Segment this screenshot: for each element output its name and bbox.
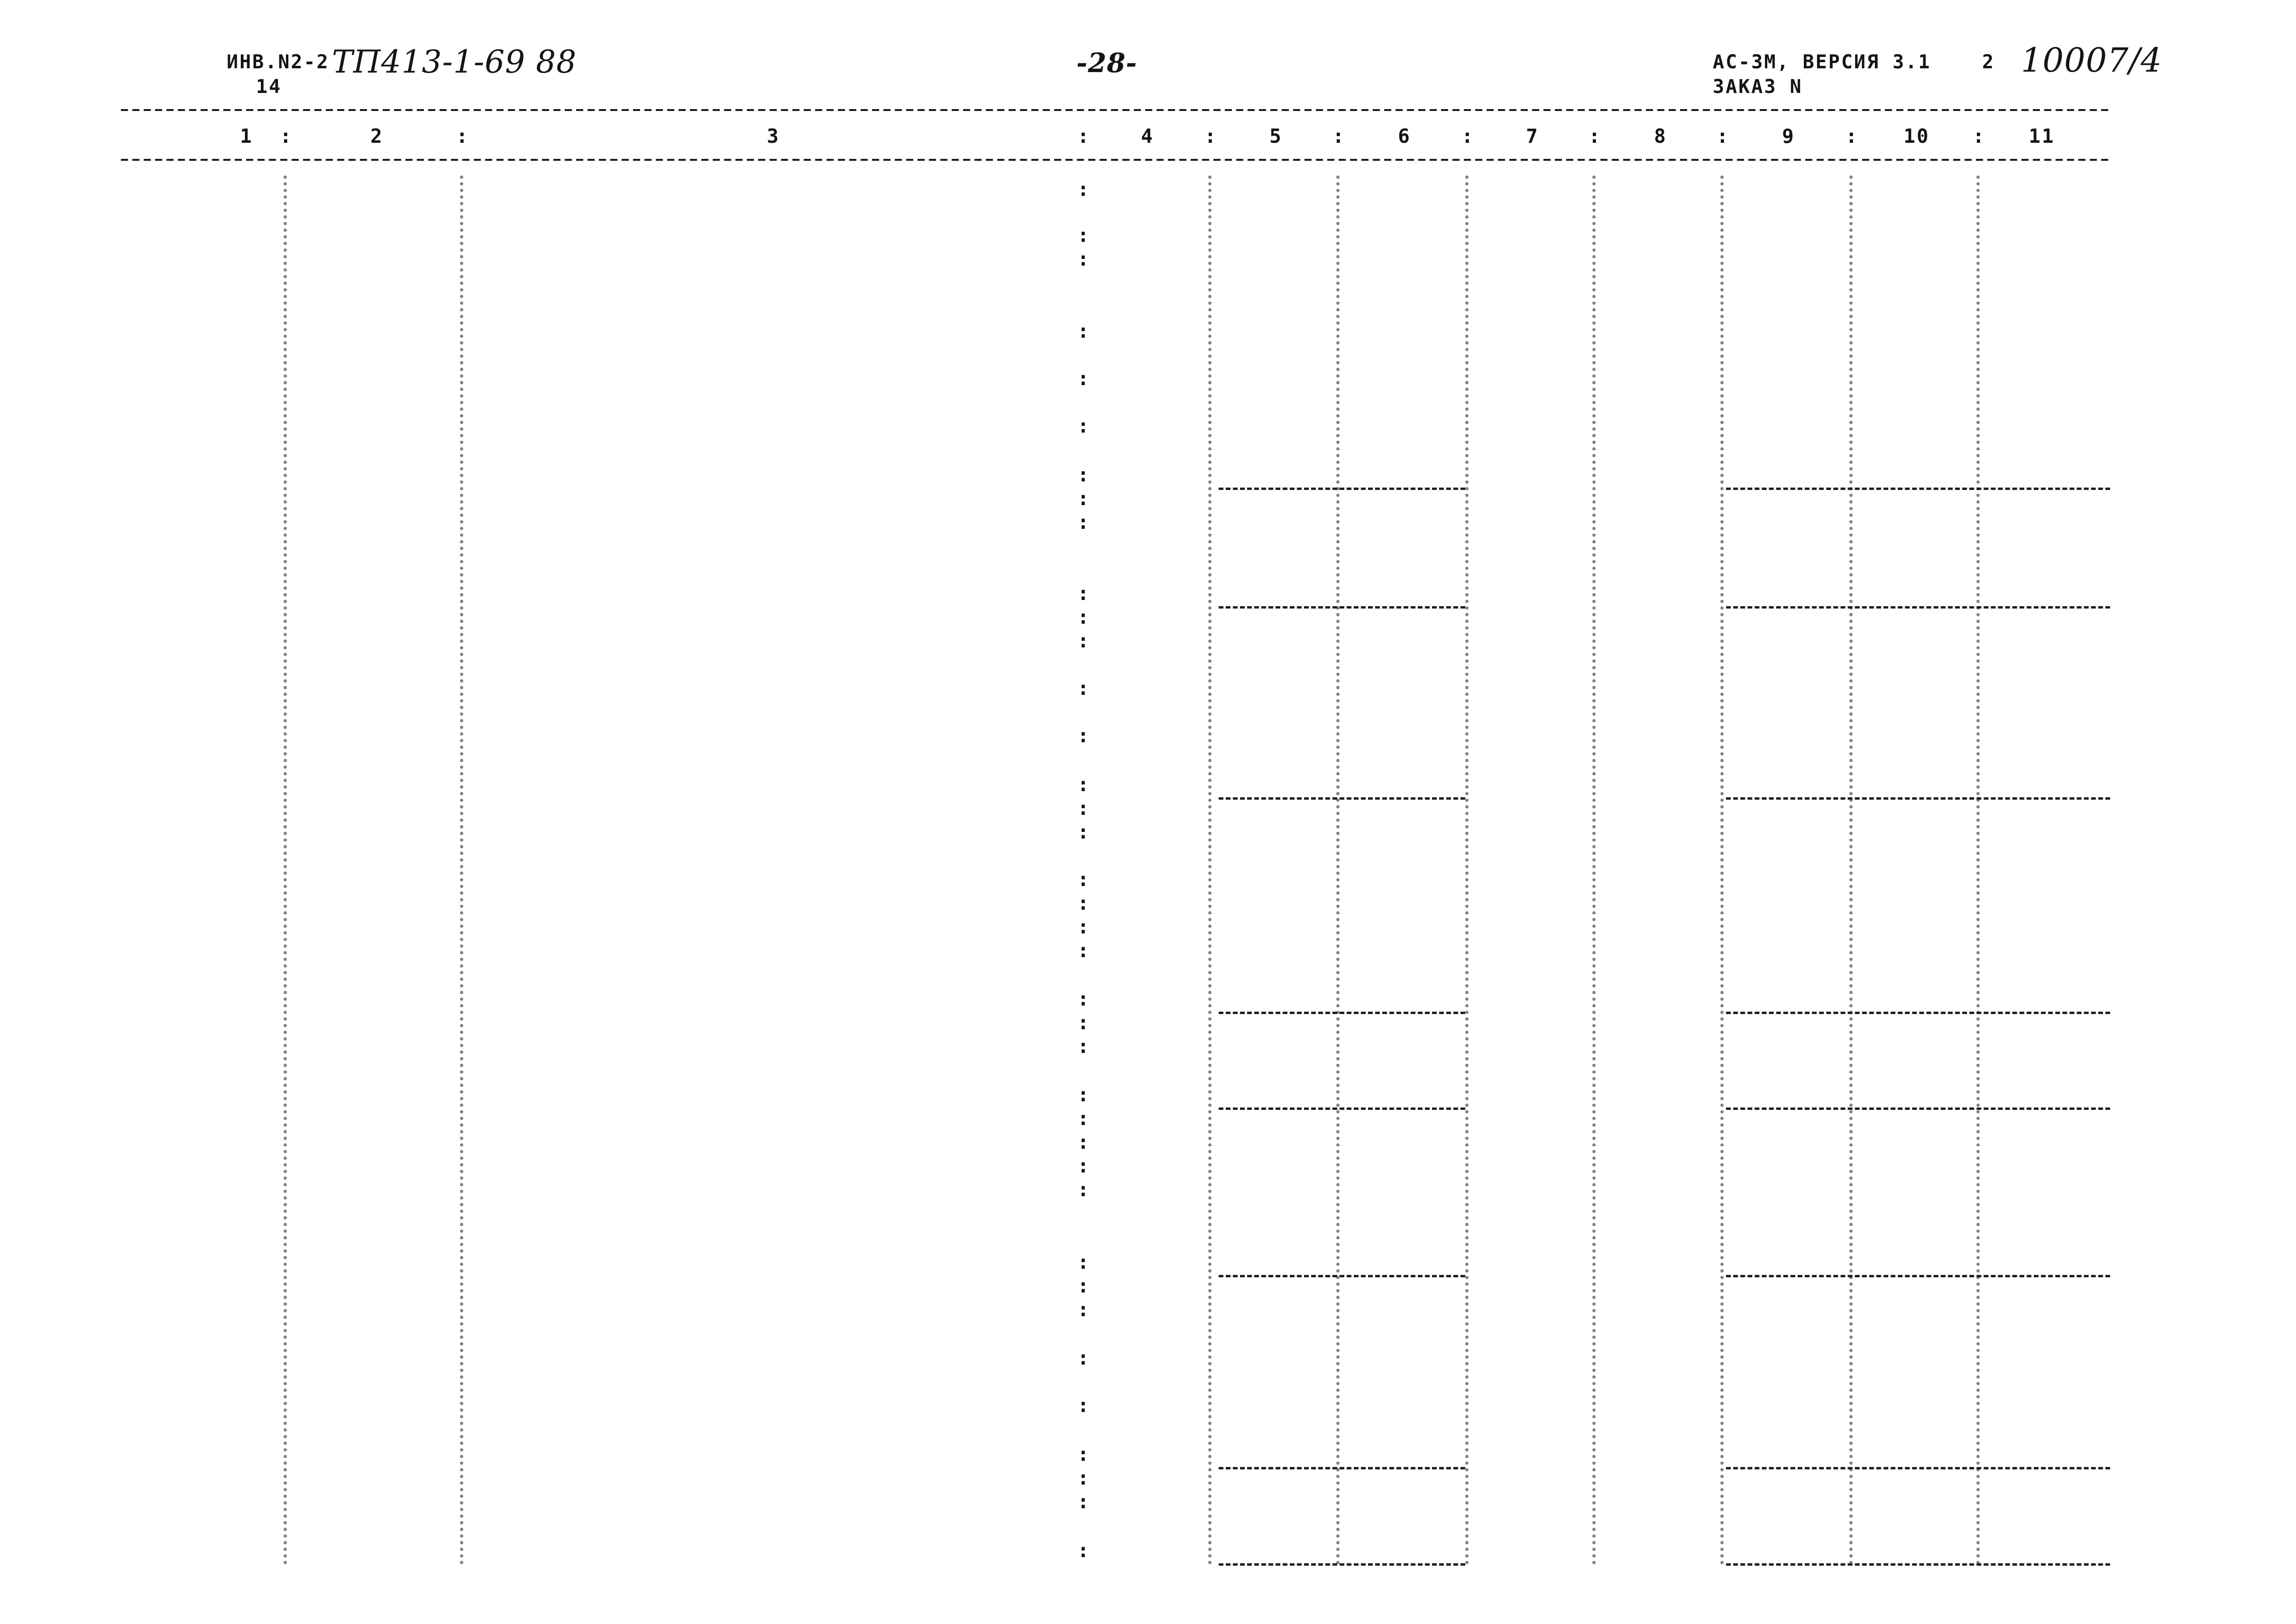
sub-row-divider (1726, 1012, 2110, 1014)
column-number-10: 10 (1903, 125, 1930, 148)
inventory-number: ТП413-1-69 88 (332, 44, 577, 80)
row-separator: : (1077, 487, 1091, 510)
row-separator: : (1077, 915, 1091, 938)
column-header-separator: : (1461, 125, 1475, 148)
column-divider-dotted (1976, 175, 1980, 1565)
column-divider-dotted (1849, 175, 1853, 1565)
row-separator: : (1077, 320, 1091, 342)
sub-row-divider (1726, 1275, 2110, 1277)
column-header-separator: : (1589, 125, 1602, 148)
column-divider-dotted (460, 175, 463, 1565)
row-separator: : (1077, 939, 1091, 962)
row-separator: : (1077, 773, 1091, 796)
column-divider-dotted (1592, 175, 1596, 1565)
row-separator: : (1077, 724, 1091, 747)
program-code: 10007/4 (2021, 41, 2162, 80)
column-divider-dotted (1720, 175, 1724, 1565)
sub-row-divider (1726, 1107, 2110, 1110)
header-rule-bottom (121, 159, 2110, 161)
row-separator: : (1077, 224, 1091, 247)
column-number-11: 11 (2029, 125, 2055, 148)
column-header-separator: : (1204, 125, 1218, 148)
row-separator: : (1077, 1490, 1091, 1513)
sub-row-divider (1726, 488, 2110, 490)
row-separator: : (1077, 821, 1091, 843)
column-divider-dotted (1208, 175, 1212, 1565)
program-version: АС-3М, ВЕРСИЯ 3.1 (1713, 51, 1931, 73)
row-separator: : (1077, 1443, 1091, 1466)
column-header-separator: : (1973, 125, 1986, 148)
column-divider-dotted (284, 175, 287, 1565)
row-separator: : (1077, 367, 1091, 390)
column-divider-dotted (1336, 175, 1340, 1565)
row-separator: : (1077, 248, 1091, 270)
sub-row-divider (1219, 606, 1465, 609)
sub-row-divider (1219, 488, 1465, 490)
row-separator: : (1077, 1274, 1091, 1297)
page-number: -28- (1076, 47, 1138, 79)
column-header-separator: : (1332, 125, 1346, 148)
row-separator: : (1077, 797, 1091, 820)
column-number-3: 3 (767, 125, 780, 148)
column-number-5: 5 (1269, 125, 1283, 148)
order-label: ЗАКАЗ N (1713, 76, 1803, 98)
row-separator: : (1077, 463, 1091, 486)
sub-row-divider (1726, 606, 2110, 609)
program-number: 2 (1982, 51, 1995, 73)
row-separator: : (1077, 178, 1091, 201)
row-separator: : (1077, 1035, 1091, 1058)
sub-row-divider (1219, 1563, 1465, 1566)
row-separator: : (1077, 1539, 1091, 1562)
row-separator: : (1077, 1178, 1091, 1201)
row-separator: : (1077, 1011, 1091, 1034)
sheet-number: 14 (256, 76, 282, 98)
row-separator: : (1077, 1394, 1091, 1417)
column-header-separator: : (280, 125, 293, 148)
sub-row-divider (1219, 1275, 1465, 1277)
column-divider-dotted (1465, 175, 1469, 1565)
column-header-separator: : (456, 125, 469, 148)
row-separator: : (1077, 629, 1091, 652)
row-separator: : (1077, 1467, 1091, 1489)
column-number-9: 9 (1782, 125, 1795, 148)
sub-row-divider (1726, 1563, 2110, 1566)
row-separator: : (1077, 1347, 1091, 1369)
column-header-separator: : (1717, 125, 1730, 148)
column-header-separator: : (1077, 125, 1091, 148)
row-separator: : (1077, 1131, 1091, 1153)
sub-row-divider (1219, 1107, 1465, 1110)
row-separator: : (1077, 1251, 1091, 1273)
column-number-6: 6 (1398, 125, 1411, 148)
sub-row-divider (1219, 797, 1465, 800)
row-separator: : (1077, 582, 1091, 605)
column-number-2: 2 (370, 125, 384, 148)
row-separator: : (1077, 606, 1091, 628)
column-header-separator: : (1846, 125, 1859, 148)
column-number-8: 8 (1654, 125, 1667, 148)
sub-row-divider (1726, 1467, 2110, 1469)
row-separator: : (1077, 1107, 1091, 1130)
sub-row-divider (1219, 1012, 1465, 1014)
sub-row-divider (1726, 797, 2110, 800)
row-separator: : (1077, 511, 1091, 534)
column-number-4: 4 (1141, 125, 1154, 148)
row-separator: : (1077, 987, 1091, 1010)
row-separator: : (1077, 1154, 1091, 1177)
row-separator: : (1077, 415, 1091, 437)
row-separator: : (1077, 677, 1091, 700)
header-rule-top (121, 109, 2110, 111)
sub-row-divider (1219, 1467, 1465, 1469)
row-separator: : (1077, 892, 1091, 914)
row-separator: : (1077, 1083, 1091, 1106)
row-separator: : (1077, 868, 1091, 891)
column-number-7: 7 (1526, 125, 1539, 148)
inventory-label: ИНВ.N2-2 (227, 51, 330, 73)
column-number-1: 1 (240, 125, 253, 148)
row-separator: : (1077, 1298, 1091, 1321)
